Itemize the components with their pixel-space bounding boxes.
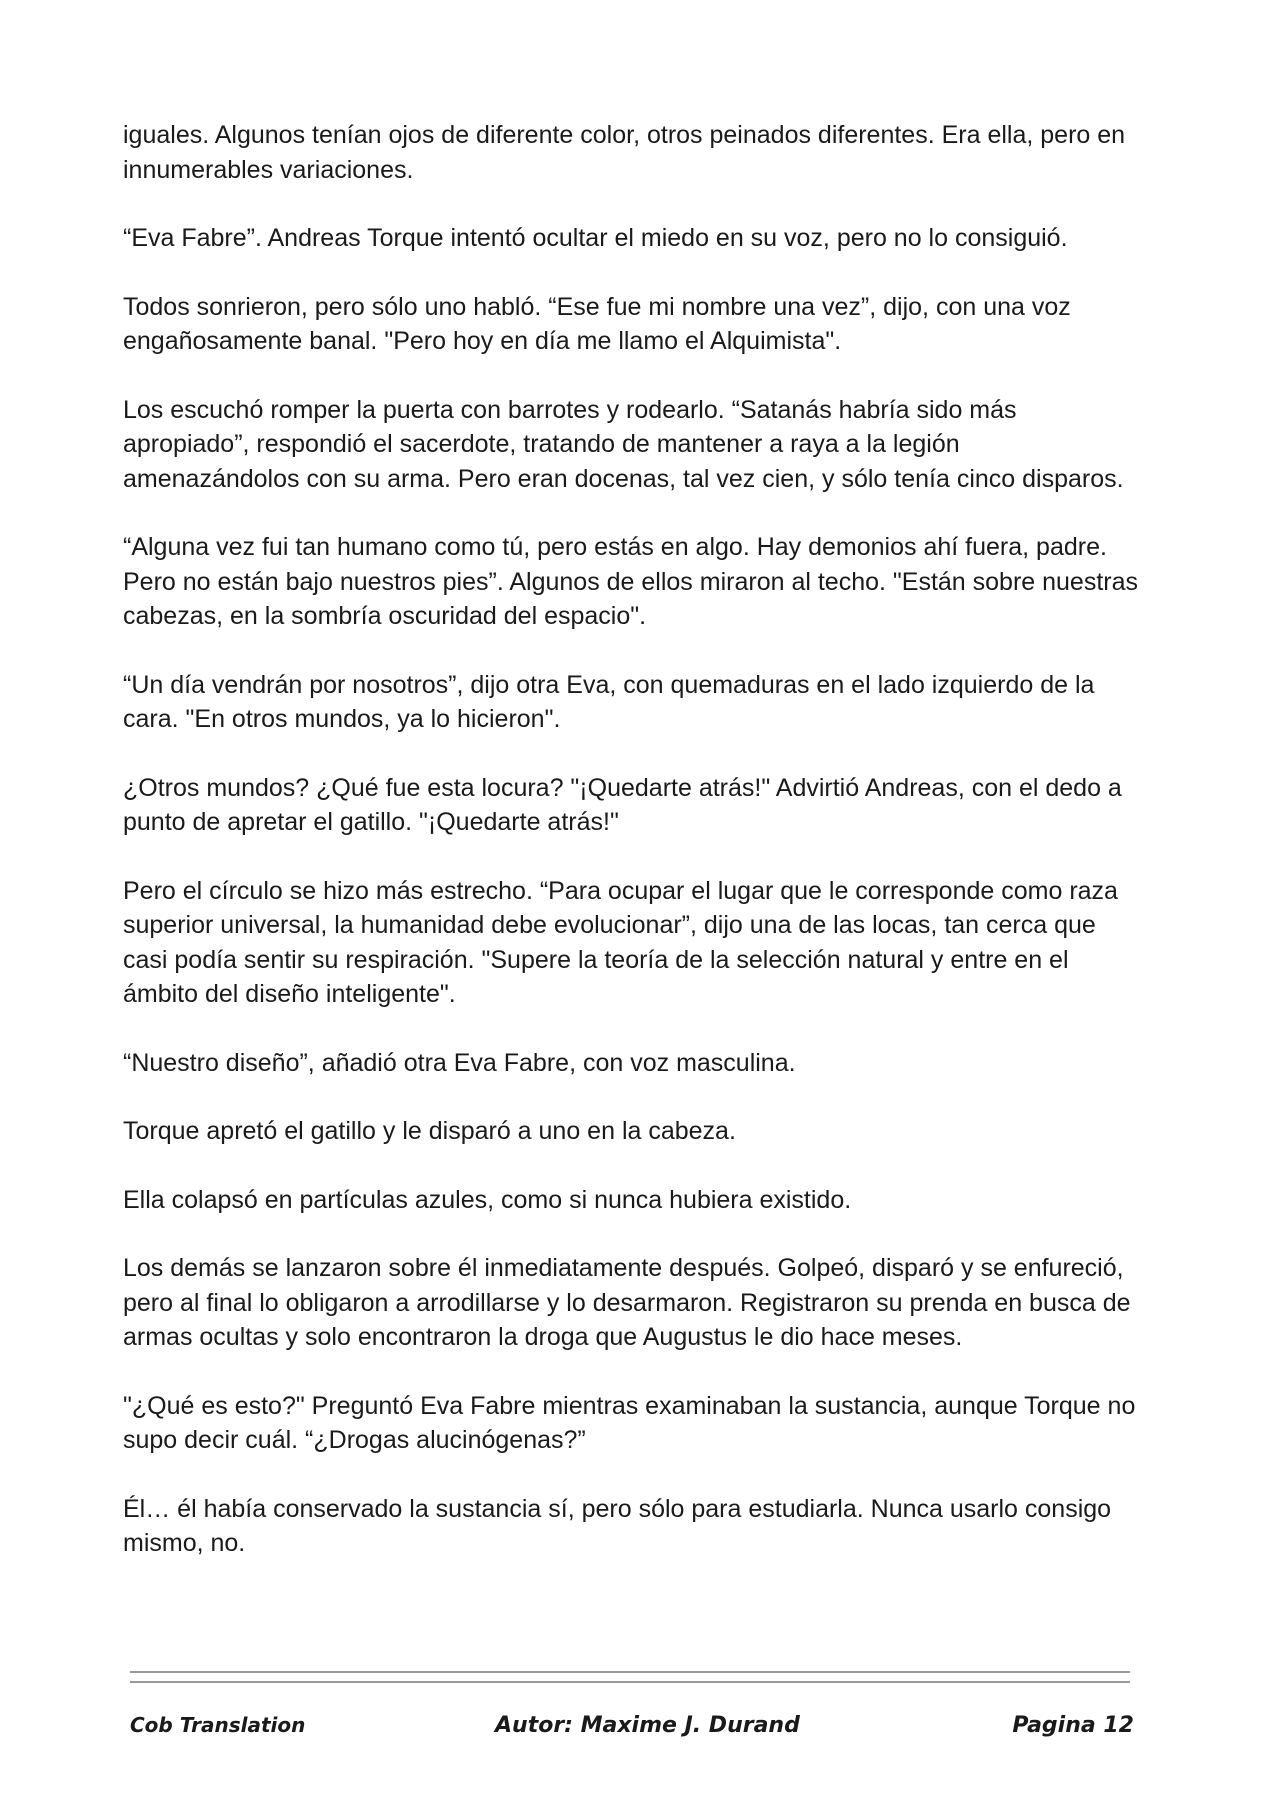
paragraph: ¿Otros mundos? ¿Qué fue esta locura? "¡Quedarte atrás!" Advirtió Andreas, con el dedo a punto de apretar el gatillo. "¡Quedarte atrás!"	[123, 773, 1122, 836]
paragraph: Pero el círculo se hizo más estrecho. “Para ocupar el lugar que le corresponde como raza superior universal, la humanidad debe evolucionar”, dijo una de las locas, tan cerca que casi podía sentir su respiración. "Supere la teoría de la selección natural y entre en el ámbito del diseño inteligente".	[123, 876, 1118, 1008]
footer-translator: Cob Translation	[130, 1713, 306, 1737]
page-body	[123, 118, 1143, 1595]
footer-divider-top	[130, 1671, 1130, 1673]
paragraph: “Nuestro diseño”, añadió otra Eva Fabre, con voz masculina.	[123, 1048, 796, 1077]
paragraph: “Alguna vez fui tan humano como tú, pero estás en algo. Hay demonios ahí fuera, padre. Pero no están bajo nuestros pies”. Algunos de ellos miraron al techo. "Están sobre nuestras cabezas, en la sombría oscuridad del espacio".	[123, 533, 1139, 630]
paragraph: Él… él había conservado la sustancia sí, pero sólo para estudiarla. Nunca usarlo consigo mismo, no.	[123, 1494, 1112, 1557]
paragraph: "¿Qué es esto?" Preguntó Eva Fabre mientras examinaban la sustancia, aunque Torque no supo decir cuál. “¿Drogas alucinógenas?”	[123, 1391, 1136, 1454]
paragraph: Torque apretó el gatillo y le disparó a uno en la cabeza.	[123, 1117, 736, 1145]
paragraph: Los demás se lanzaron sobre él inmediatamente después. Golpeó, disparó y se enfureció, pero al final lo obligaron a arrodillarse y lo desarmaron. Registraron su prenda en busca de armas ocultas y solo encontraron la droga que Augustus le dio hace meses.	[123, 1254, 1131, 1351]
footer-page-number: Pagina 12	[1012, 1713, 1134, 1738]
paragraph: “Un día vendrán por nosotros”, dijo otra Eva, con quemaduras en el lado izquierdo de la cara. "En otros mundos, ya lo hicieron".	[123, 670, 1095, 733]
paragraph: iguales. Algunos tenían ojos de diferente color, otros peinados diferentes. Era ella, pero en innumerables variaciones.	[123, 121, 1126, 184]
paragraph: “Eva Fabre”. Andreas Torque intentó ocultar el miedo en su voz, pero no lo consiguió.	[123, 224, 1068, 252]
footer-author: Autor: Maxime J. Durand	[495, 1713, 800, 1738]
paragraph: Todos sonrieron, pero sólo uno habló. “Ese fue mi nombre una vez”, dijo, con una voz engañosamente banal. "Pero hoy en día me llamo el Alquimista".	[123, 292, 1071, 355]
paragraph: Ella colapsó en partículas azules, como si nunca hubiera existido.	[123, 1185, 852, 1214]
paragraph: Los escuchó romper la puerta con barrotes y rodearlo. “Satanás habría sido más apropiado”, respondió el sacerdote, tratando de mantener a raya a la legión amenazándolos con su arma. Pero eran docenas, tal vez cien, y sólo tenía cinco disparos.	[123, 395, 1124, 493]
footer-divider-bottom	[130, 1681, 1130, 1683]
